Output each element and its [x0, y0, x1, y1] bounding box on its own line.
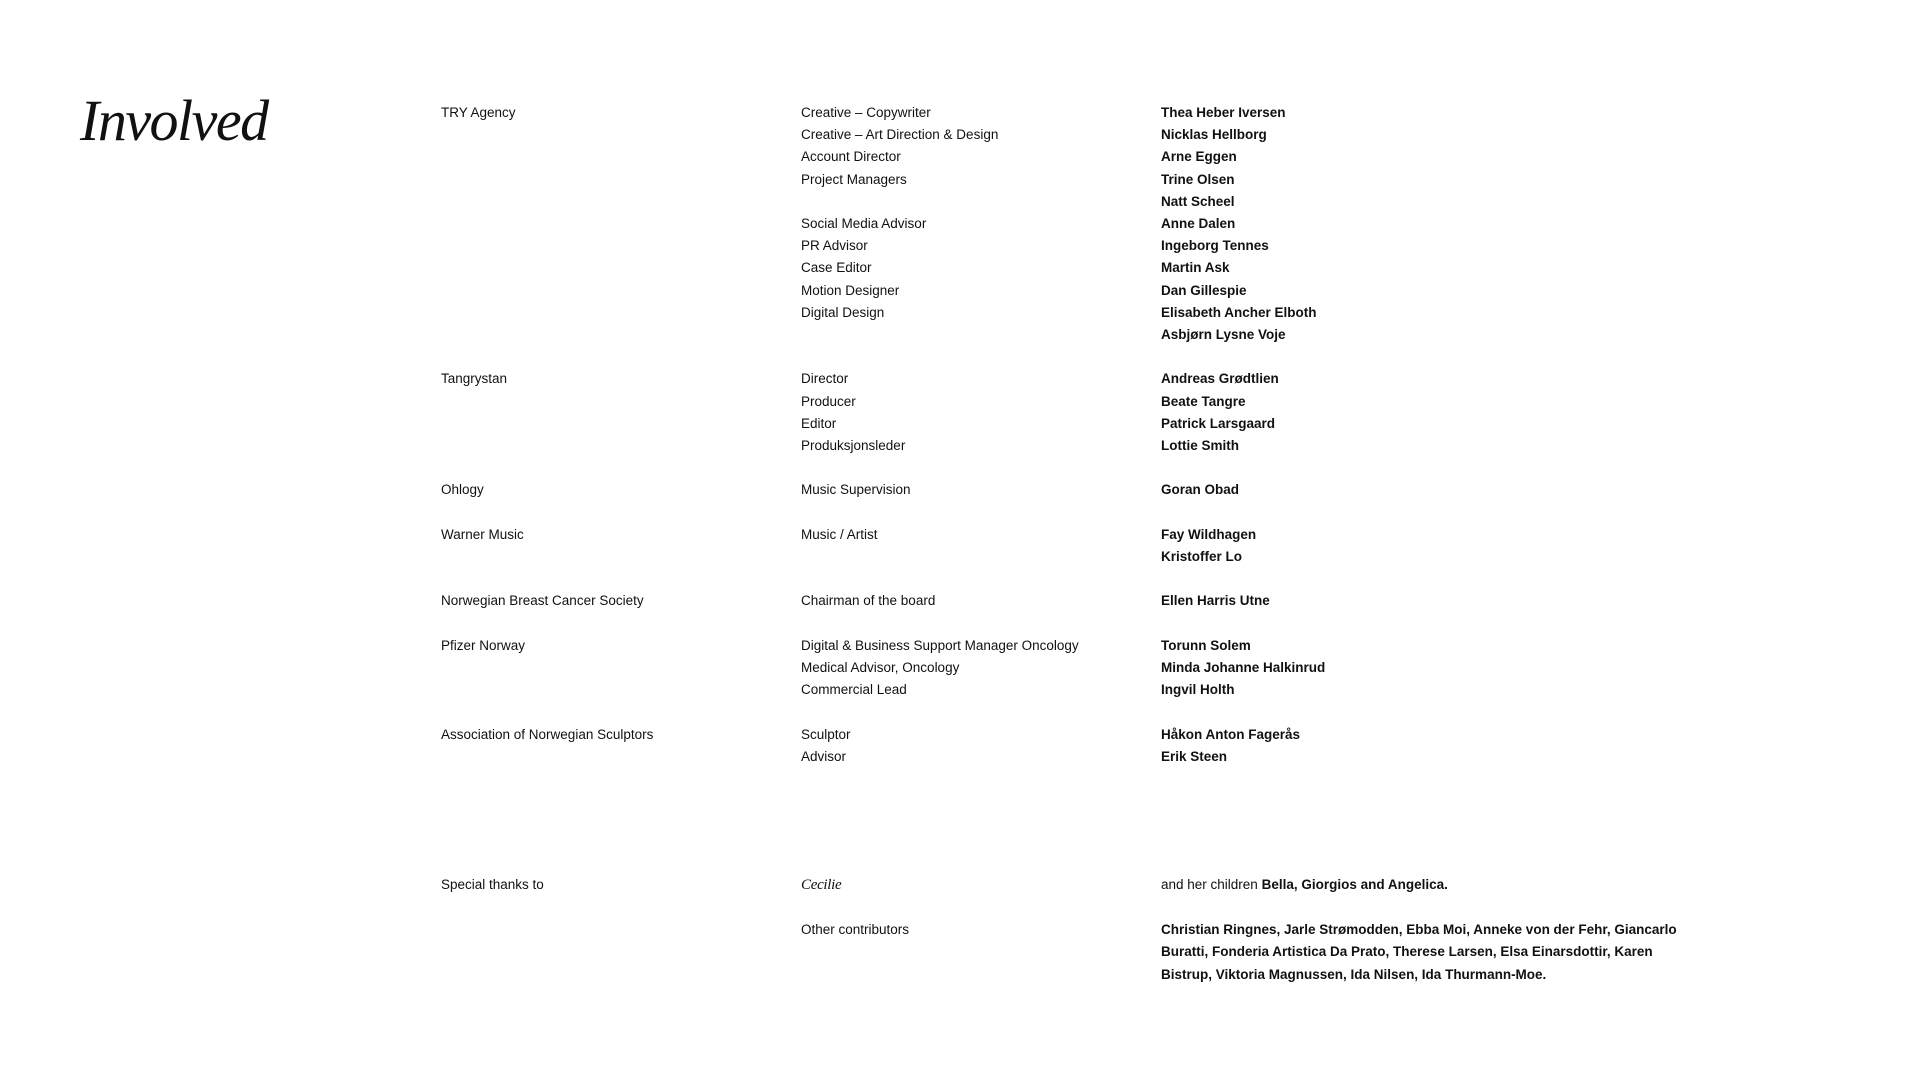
person-name: Ingeborg Tennes — [1161, 238, 1269, 254]
role-label: PR Advisor — [801, 238, 868, 254]
person-name: Erik Steen — [1161, 748, 1228, 764]
role-column — [801, 590, 1161, 612]
org-name: Tangrystan — [441, 371, 508, 387]
role-column — [801, 524, 1161, 568]
person-name: Patrick Larsgaard — [1161, 415, 1276, 431]
credit-group-warner-music — [441, 524, 1741, 568]
role-label: Chairman of the board — [801, 593, 936, 609]
person-name: Martin Ask — [1161, 260, 1230, 276]
org-name: Pfizer Norway — [441, 637, 526, 653]
role-label: Director — [801, 371, 849, 387]
person-name: Ingvil Holth — [1161, 682, 1235, 698]
role-column — [801, 479, 1161, 501]
role-label: Music Supervision — [801, 482, 911, 498]
name-column — [1161, 524, 1721, 568]
org-column — [441, 635, 801, 702]
children-line — [1161, 874, 1721, 896]
role-column — [801, 724, 1161, 768]
person-name: Torunn Solem — [1161, 637, 1251, 653]
org-column — [441, 102, 801, 346]
role-label: Case Editor — [801, 260, 872, 276]
credit-group-ohlogy — [441, 479, 1741, 501]
role-spacer — [801, 191, 1161, 213]
page-title: Involved — [80, 88, 268, 153]
name-column — [1161, 368, 1721, 457]
credit-group-breast-cancer-society — [441, 590, 1741, 612]
role-label: Sculptor — [801, 726, 851, 742]
name-column — [1161, 102, 1721, 346]
person-name: Ellen Harris Utne — [1161, 593, 1270, 609]
role-label: Producer — [801, 393, 856, 409]
credit-group-try-agency — [441, 102, 1741, 346]
name-column — [1161, 479, 1721, 501]
person-name: Håkon Anton Fagerås — [1161, 726, 1301, 742]
org-name: Norwegian Breast Cancer Society — [441, 593, 644, 609]
person-name: Thea Heber Iversen — [1161, 105, 1286, 120]
role-label: Produksjonsleder — [801, 438, 906, 454]
role-label: Medical Advisor, Oncology — [801, 660, 960, 675]
org-column — [441, 724, 801, 768]
name-column — [1161, 590, 1721, 612]
person-name: Natt Scheel — [1161, 193, 1235, 209]
special-thanks-section — [441, 874, 1741, 986]
person-name: Trine Olsen — [1161, 171, 1235, 187]
role-label: Digital & Business Support Manager Oncology — [801, 637, 1079, 653]
person-name: Arne Eggen — [1161, 149, 1237, 165]
role-label: Music / Artist — [801, 526, 878, 542]
person-name: Anne Dalen — [1161, 216, 1236, 232]
person-name: Dan Gillespie — [1161, 282, 1247, 298]
person-name: Goran Obad — [1161, 482, 1240, 498]
role-column — [801, 368, 1161, 457]
children-prefix: and her children — [1161, 877, 1258, 892]
other-contributors-label: Other contributors — [801, 922, 910, 938]
role-label: Creative – Copywriter — [801, 105, 931, 120]
role-label: Digital Design — [801, 304, 885, 320]
credit-group-tangrystan — [441, 368, 1741, 457]
person-name: Fay Wildhagen — [1161, 526, 1257, 542]
credit-group-pfizer-norway — [441, 635, 1741, 702]
person-name: Nicklas Hellborg — [1161, 127, 1267, 143]
person-name: Kristoffer Lo — [1161, 549, 1242, 565]
role-label: Project Managers — [801, 171, 907, 187]
person-name: Minda Johanne Halkinrud — [1161, 660, 1326, 675]
role-label: Editor — [801, 415, 837, 431]
person-name: Elisabeth Ancher Elboth — [1161, 304, 1317, 320]
special-thanks-label: Special thanks to — [441, 877, 544, 892]
org-name: TRY Agency — [441, 105, 516, 120]
role-label: Social Media Advisor — [801, 216, 927, 231]
person-name: Asbjørn Lysne Voje — [1161, 327, 1286, 343]
other-contributors-names: Christian Ringnes, Jarle Strømodden, Ebba Moi, Anneke von der Fehr, Giancarlo Buratti, Fonderia Artistica Da Prato, Therese Larsen, Elsa Einarsdottir, Karen Bistrup, Viktoria Magnussen, Ida Nilsen, Ida Thurmann-Moe. — [1161, 922, 1677, 982]
person-name: Lottie Smith — [1161, 438, 1239, 454]
credit-group-sculptors-association — [441, 724, 1741, 768]
children-names: Bella, Giorgios and Angelica. — [1261, 877, 1448, 892]
org-column — [441, 524, 801, 568]
role-label: Creative – Art Direction & Design — [801, 127, 999, 143]
other-contributors-row — [441, 919, 1741, 986]
org-column — [441, 590, 801, 612]
credits-list — [441, 102, 1741, 986]
name-column — [1161, 635, 1721, 702]
role-label: Commercial Lead — [801, 682, 907, 698]
person-name: Andreas Grødtlien — [1161, 371, 1279, 387]
person-name: Beate Tangre — [1161, 393, 1246, 409]
org-column — [441, 479, 801, 501]
role-column — [801, 102, 1161, 346]
org-name: Ohlogy — [441, 482, 484, 498]
org-spacer — [441, 919, 801, 986]
org-column — [441, 368, 801, 457]
role-label: Advisor — [801, 748, 847, 764]
signature-cecilie: Cecilie — [801, 877, 842, 893]
role-label: Motion Designer — [801, 282, 900, 298]
role-column — [801, 635, 1161, 702]
org-name: Warner Music — [441, 526, 524, 542]
special-thanks-row — [441, 874, 1741, 896]
role-label: Account Director — [801, 149, 901, 165]
org-name: Association of Norwegian Sculptors — [441, 726, 654, 742]
name-column — [1161, 724, 1721, 768]
